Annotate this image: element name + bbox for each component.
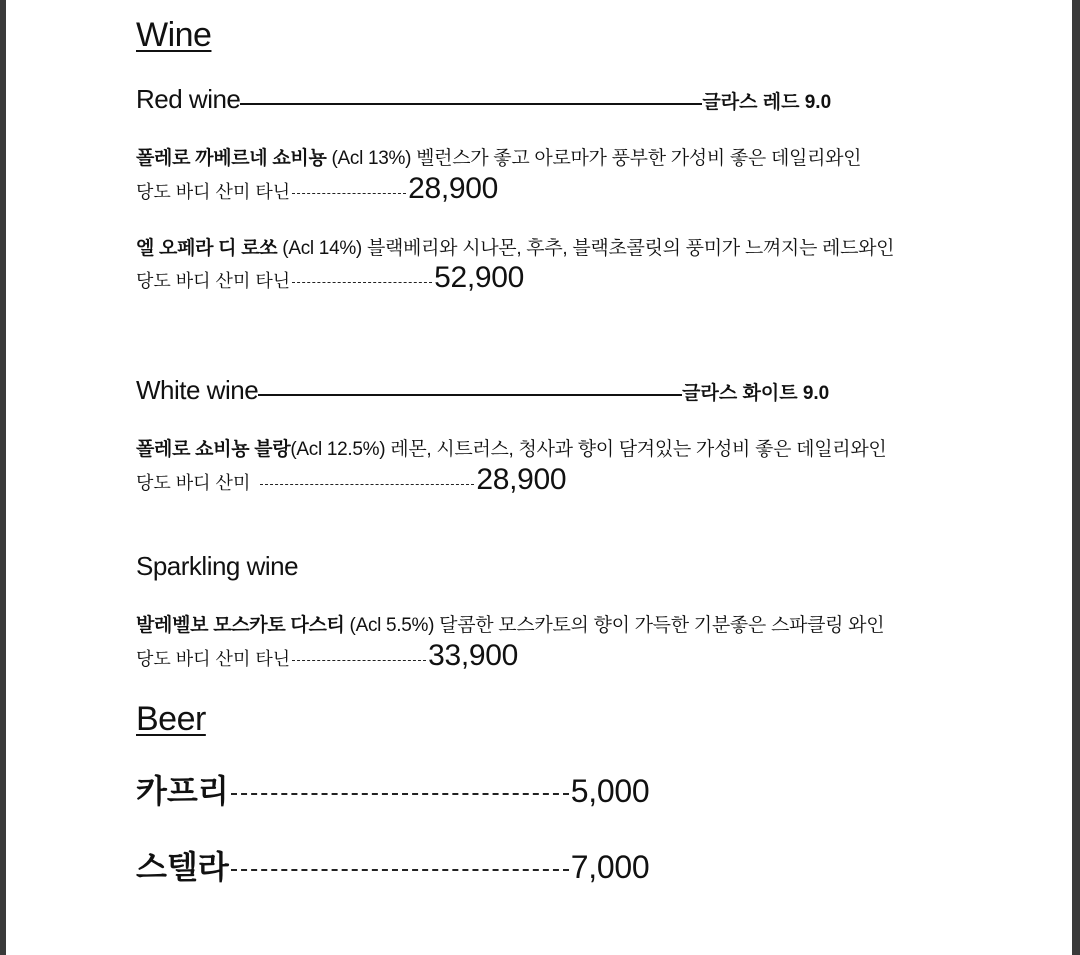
white-wine-item-1-name: 폴레로 쇼비뇽 블랑 (136, 439, 291, 460)
red-wine-item-2-desc (136, 233, 894, 260)
dotted-leader (292, 660, 426, 661)
beer-item-2-name: 스텔라 (136, 849, 229, 885)
white-wine-item-1-desc (136, 434, 886, 461)
sparkling-wine-item-1-desc (136, 610, 884, 637)
red-wine-item-1-attrs: 당도 바디 산미 타닌 (136, 182, 291, 202)
red-wine-item-1-desc (136, 143, 861, 170)
dotted-leader (231, 793, 569, 795)
white-wine-header (136, 375, 829, 406)
white-glass-price: 글라스 화이트 9.0 (682, 383, 830, 404)
sparkling-wine-item-1-price: 33,900 (428, 639, 519, 672)
beer-item-1 (136, 766, 649, 812)
red-wine-title: Red wine (136, 84, 241, 114)
red-wine-item-2-attrs: 당도 바디 산미 타닌 (136, 271, 291, 291)
red-wine-item-2-price-line (136, 261, 524, 295)
beer-item-1-name: 카프리 (136, 773, 229, 809)
beer-heading: Beer (136, 700, 206, 738)
red-wine-item-2-price: 52,900 (434, 261, 525, 294)
dotted-leader (292, 193, 406, 194)
wine-heading: Wine (136, 16, 212, 54)
white-wine-item-1-price-line (136, 463, 566, 497)
red-wine-item-1-price-line (136, 172, 498, 206)
white-wine-item-1-text: (Acl 12.5%) 레몬, 시트러스, 청사과 향이 담겨있는 가성비 좋은 데일리와인 (290, 439, 887, 460)
red-wine-item-1-text: (Acl 13%) 벨런스가 좋고 아로마가 풍부한 가성비 좋은 데일리와인 (326, 148, 862, 169)
white-wine-rule (258, 394, 682, 396)
sparkling-wine-item-1-attrs: 당도 바디 산미 타닌 (136, 649, 291, 669)
white-wine-item-1-attrs: 당도 바디 산미 (136, 473, 251, 493)
red-wine-header (136, 84, 831, 115)
dotted-leader (260, 484, 474, 485)
sparkling-wine-item-1-text: (Acl 5.5%) 달콤한 모스카토의 향이 가득한 기분좋은 스파클링 와인 (344, 615, 885, 636)
red-wine-item-1-name: 폴레로 까베르네 쇼비뇽 (136, 148, 327, 169)
beer-item-2-price: 7,000 (570, 849, 650, 885)
white-wine-item-1-price: 28,900 (476, 463, 567, 496)
menu-page (6, 0, 1072, 955)
dotted-leader (292, 282, 432, 283)
beer-item-2 (136, 842, 649, 888)
white-wine-title: White wine (136, 375, 259, 405)
red-wine-rule (240, 103, 702, 105)
red-wine-item-2-name: 엘 오페라 디 로쏘 (136, 238, 278, 259)
red-wine-item-2-text: (Acl 14%) 블랙베리와 시나몬, 후추, 블랙초콜릿의 풍미가 느껴지는 레드와인 (277, 238, 895, 259)
sparkling-wine-title: Sparkling wine (136, 551, 299, 581)
red-wine-item-1-price: 28,900 (408, 172, 499, 205)
sparkling-wine-item-1-name: 발레벨보 모스카토 다스티 (136, 615, 345, 636)
red-glass-price: 글라스 레드 9.0 (702, 92, 832, 113)
dotted-leader (231, 869, 569, 871)
sparkling-wine-item-1-price-line (136, 639, 518, 673)
beer-item-1-price: 5,000 (570, 773, 650, 809)
